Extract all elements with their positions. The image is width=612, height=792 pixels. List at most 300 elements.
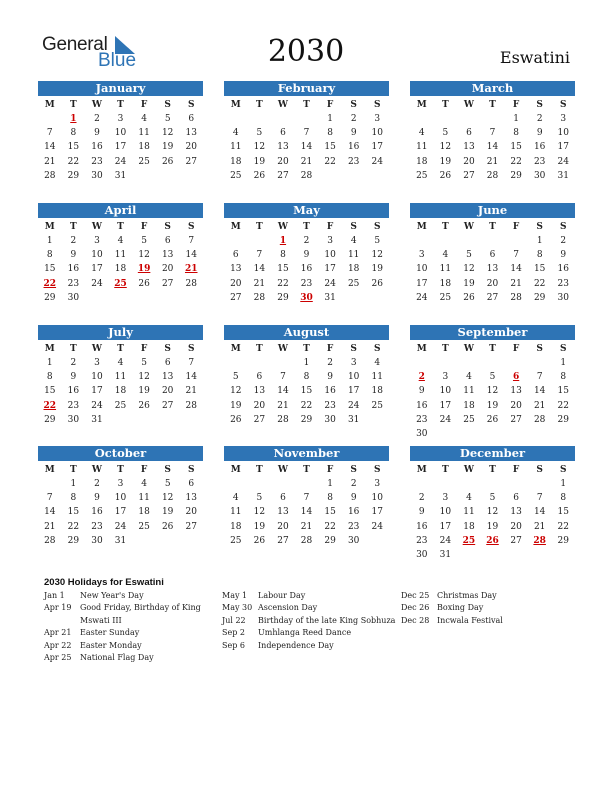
day-cell: 18 bbox=[138, 142, 150, 153]
day-cell: 10 bbox=[371, 493, 383, 504]
weekday-label: T bbox=[256, 465, 263, 475]
day-cell: 18 bbox=[463, 400, 475, 411]
week-row bbox=[410, 112, 575, 126]
week-row bbox=[410, 126, 575, 140]
day-cell: 9 bbox=[94, 493, 100, 504]
holiday-day-cell: 28 bbox=[533, 535, 546, 546]
day-cell: 13 bbox=[230, 264, 242, 275]
month-september bbox=[410, 325, 575, 441]
empty-day-cell bbox=[410, 477, 434, 491]
weekday-label: F bbox=[512, 100, 520, 110]
week-row bbox=[38, 169, 203, 183]
day-cell: 18 bbox=[416, 156, 428, 167]
empty-day-cell bbox=[504, 477, 528, 491]
holiday-day-cell: 1 bbox=[279, 236, 287, 246]
day-cell: 7 bbox=[188, 236, 195, 246]
day-cell: 27 bbox=[277, 170, 289, 181]
holiday-day-cell: 30 bbox=[300, 292, 313, 303]
day-cell: 26 bbox=[138, 400, 150, 411]
day-cell: 25 bbox=[416, 170, 428, 181]
day-cell: 22 bbox=[300, 400, 313, 411]
empty-day-cell bbox=[504, 234, 528, 248]
week-row bbox=[224, 277, 389, 291]
day-cell: 17 bbox=[324, 264, 336, 275]
day-cell: 12 bbox=[371, 250, 383, 261]
weekday-label: S bbox=[164, 465, 171, 475]
week-row bbox=[410, 370, 575, 384]
day-cell: 24 bbox=[416, 292, 428, 303]
day-cell: 18 bbox=[114, 264, 127, 275]
day-cell: 24 bbox=[91, 400, 103, 411]
day-cell: 11 bbox=[347, 250, 360, 261]
day-cell: 6 bbox=[164, 358, 171, 368]
weekday-label: M bbox=[230, 344, 241, 354]
weekday-label: S bbox=[164, 100, 171, 110]
empty-day-cell bbox=[481, 548, 505, 562]
empty-day-cell bbox=[434, 427, 458, 441]
day-cell: 10 bbox=[557, 128, 569, 139]
week-row bbox=[410, 427, 575, 441]
day-cell: 30 bbox=[557, 292, 569, 303]
day-cell: 14 bbox=[533, 507, 546, 518]
holiday-date: May 1 bbox=[222, 591, 248, 600]
day-cell: 5 bbox=[374, 236, 381, 246]
weekday-label: T bbox=[256, 344, 263, 354]
weekday-label: M bbox=[416, 100, 427, 110]
weekday-label: S bbox=[560, 100, 567, 110]
weekday-label: T bbox=[70, 222, 77, 232]
day-cell: 7 bbox=[489, 128, 496, 139]
day-cell: 25 bbox=[138, 156, 150, 167]
day-cell: 11 bbox=[463, 386, 475, 397]
week-row bbox=[224, 155, 389, 169]
weekday-label: T bbox=[442, 100, 449, 110]
day-cell: 15 bbox=[533, 264, 546, 275]
empty-day-cell bbox=[551, 427, 575, 441]
weekday-label: T bbox=[442, 344, 449, 354]
month-june bbox=[410, 203, 575, 305]
day-cell: 10 bbox=[439, 386, 452, 397]
day-cell: 2 bbox=[303, 236, 310, 246]
week-row bbox=[224, 477, 389, 491]
day-cell: 29 bbox=[324, 535, 336, 546]
weekday-label: S bbox=[164, 344, 171, 354]
day-cell: 17 bbox=[371, 507, 383, 518]
holiday-name: Christmas Day bbox=[437, 591, 497, 600]
day-cell: 17 bbox=[439, 400, 452, 411]
day-cell: 25 bbox=[463, 414, 475, 425]
empty-day-cell bbox=[481, 112, 505, 126]
day-cell: 30 bbox=[416, 428, 428, 439]
day-cell: 13 bbox=[277, 507, 289, 518]
empty-day-cell bbox=[365, 291, 389, 305]
day-cell: 10 bbox=[371, 128, 383, 139]
weekday-header-row bbox=[410, 98, 575, 112]
day-cell: 24 bbox=[324, 278, 336, 289]
empty-day-cell bbox=[528, 356, 552, 370]
day-cell: 17 bbox=[114, 507, 127, 518]
empty-day-cell bbox=[295, 477, 319, 491]
day-cell: 4 bbox=[466, 493, 472, 504]
day-cell: 24 bbox=[439, 535, 452, 546]
day-cell: 14 bbox=[253, 264, 266, 275]
day-cell: 5 bbox=[256, 493, 263, 504]
day-cell: 18 bbox=[230, 521, 242, 532]
day-cell: 3 bbox=[374, 479, 381, 489]
empty-day-cell bbox=[109, 413, 133, 427]
day-cell: 4 bbox=[117, 236, 124, 246]
weekday-header-row bbox=[224, 98, 389, 112]
empty-day-cell bbox=[457, 356, 481, 370]
holiday-day-cell: 25 bbox=[462, 535, 476, 546]
weekday-label: S bbox=[188, 344, 195, 354]
day-cell: 14 bbox=[486, 142, 499, 153]
month-march bbox=[410, 81, 575, 183]
day-cell: 21 bbox=[44, 521, 56, 532]
day-cell: 22 bbox=[67, 521, 80, 532]
day-cell: 28 bbox=[44, 535, 56, 546]
weekday-label: S bbox=[536, 222, 543, 232]
empty-day-cell bbox=[481, 477, 505, 491]
week-row bbox=[410, 140, 575, 154]
day-cell: 2 bbox=[70, 358, 77, 368]
day-cell: 24 bbox=[91, 278, 103, 289]
weekday-label: S bbox=[350, 100, 357, 110]
month-header: July bbox=[38, 325, 203, 340]
day-cell: 31 bbox=[557, 170, 569, 181]
holiday-name: Incwala Festival bbox=[437, 615, 503, 625]
weekday-label: S bbox=[188, 100, 195, 110]
day-cell: 15 bbox=[277, 264, 289, 275]
day-cell: 1 bbox=[46, 236, 53, 246]
day-cell: 2 bbox=[536, 114, 543, 124]
day-cell: 2 bbox=[350, 479, 357, 489]
day-cell: 26 bbox=[253, 170, 266, 181]
empty-day-cell bbox=[434, 234, 458, 248]
empty-day-cell bbox=[365, 169, 389, 183]
weekday-header-row bbox=[38, 342, 203, 356]
month-october bbox=[38, 446, 203, 548]
day-cell: 2 bbox=[94, 479, 100, 489]
day-cell: 5 bbox=[141, 236, 147, 246]
month-header: October bbox=[38, 446, 203, 461]
month-header: February bbox=[224, 81, 389, 96]
day-cell: 11 bbox=[230, 142, 242, 153]
day-cell: 2 bbox=[560, 236, 567, 246]
empty-day-cell bbox=[481, 427, 505, 441]
day-cell: 23 bbox=[347, 521, 360, 532]
day-cell: 21 bbox=[533, 400, 546, 411]
day-cell: 31 bbox=[324, 292, 336, 303]
week-row bbox=[38, 155, 203, 169]
day-cell: 27 bbox=[253, 414, 266, 425]
day-cell: 15 bbox=[44, 264, 56, 275]
day-cell: 1 bbox=[536, 236, 543, 246]
weekday-label: M bbox=[44, 465, 55, 475]
day-cell: 19 bbox=[371, 264, 383, 275]
day-cell: 4 bbox=[232, 128, 239, 139]
day-cell: 9 bbox=[418, 386, 425, 397]
day-cell: 18 bbox=[439, 278, 452, 289]
day-cell: 19 bbox=[486, 521, 499, 532]
day-cell: 18 bbox=[230, 156, 242, 167]
holiday-list-item bbox=[222, 615, 395, 627]
day-cell: 3 bbox=[350, 358, 357, 368]
day-cell: 10 bbox=[324, 250, 336, 261]
day-cell: 9 bbox=[303, 250, 310, 261]
day-cell: 16 bbox=[347, 142, 360, 153]
week-row bbox=[224, 356, 389, 370]
week-row bbox=[38, 384, 203, 398]
weekday-header-row bbox=[410, 342, 575, 356]
weekday-label: F bbox=[140, 465, 148, 475]
week-row bbox=[224, 248, 389, 262]
weekday-header-row bbox=[224, 342, 389, 356]
day-cell: 1 bbox=[560, 479, 567, 489]
empty-day-cell bbox=[342, 169, 366, 183]
empty-day-cell bbox=[248, 234, 272, 248]
day-cell: 28 bbox=[533, 414, 546, 425]
day-cell: 12 bbox=[161, 493, 174, 504]
day-cell: 19 bbox=[439, 156, 452, 167]
day-cell: 3 bbox=[442, 493, 449, 504]
day-cell: 20 bbox=[185, 142, 197, 153]
day-cell: 3 bbox=[374, 114, 381, 124]
day-cell: 9 bbox=[418, 507, 425, 518]
holiday-name: Good Friday, Birthday of King bbox=[80, 603, 201, 613]
holiday-list-item bbox=[401, 615, 503, 627]
empty-day-cell bbox=[365, 534, 389, 548]
week-row bbox=[38, 126, 203, 140]
day-cell: 5 bbox=[164, 114, 171, 124]
holiday-column-2 bbox=[222, 590, 395, 652]
weekday-label: W bbox=[463, 100, 474, 110]
day-cell: 8 bbox=[303, 372, 310, 383]
week-row bbox=[38, 520, 203, 534]
day-cell: 26 bbox=[161, 156, 174, 167]
day-cell: 29 bbox=[44, 414, 56, 425]
weekday-label: T bbox=[303, 344, 310, 354]
empty-day-cell bbox=[318, 169, 342, 183]
weekday-header-row bbox=[224, 220, 389, 234]
day-cell: 4 bbox=[141, 479, 147, 489]
day-cell: 28 bbox=[185, 278, 197, 289]
holiday-list-item bbox=[222, 627, 395, 639]
day-cell: 21 bbox=[185, 386, 197, 397]
day-cell: 6 bbox=[280, 128, 286, 139]
empty-day-cell bbox=[224, 112, 248, 126]
week-row bbox=[38, 140, 203, 154]
day-cell: 25 bbox=[347, 278, 360, 289]
day-cell: 11 bbox=[114, 250, 127, 261]
day-cell: 13 bbox=[161, 372, 174, 383]
day-cell: 8 bbox=[560, 372, 567, 383]
day-cell: 6 bbox=[188, 114, 195, 124]
day-cell: 10 bbox=[114, 128, 127, 139]
day-cell: 23 bbox=[557, 278, 569, 289]
day-cell: 31 bbox=[114, 535, 127, 546]
day-cell: 13 bbox=[253, 386, 266, 397]
holiday-list-item bbox=[222, 602, 395, 614]
day-cell: 24 bbox=[439, 414, 452, 425]
holiday-name: New Year's Day bbox=[80, 591, 144, 600]
weekday-label: T bbox=[303, 465, 310, 475]
day-cell: 21 bbox=[300, 156, 313, 167]
week-row bbox=[410, 234, 575, 248]
week-row bbox=[38, 112, 203, 126]
week-row bbox=[224, 399, 389, 413]
day-cell: 16 bbox=[416, 400, 428, 411]
day-cell: 1 bbox=[560, 358, 567, 368]
day-cell: 30 bbox=[91, 170, 103, 181]
day-cell: 10 bbox=[416, 264, 428, 275]
day-cell: 1 bbox=[303, 358, 310, 368]
day-cell: 3 bbox=[117, 114, 124, 124]
day-cell: 15 bbox=[324, 507, 336, 518]
day-cell: 7 bbox=[46, 128, 53, 139]
weekday-label: F bbox=[512, 344, 520, 354]
day-cell: 1 bbox=[46, 358, 53, 368]
day-cell: 10 bbox=[347, 372, 360, 383]
day-cell: 1 bbox=[327, 479, 333, 489]
day-cell: 8 bbox=[70, 493, 77, 504]
day-cell: 29 bbox=[557, 414, 569, 425]
day-cell: 3 bbox=[117, 479, 124, 489]
day-cell: 11 bbox=[138, 128, 150, 139]
weekday-label: T bbox=[489, 344, 496, 354]
week-row bbox=[224, 262, 389, 276]
weekday-label: M bbox=[230, 100, 241, 110]
week-row bbox=[38, 534, 203, 548]
day-cell: 20 bbox=[277, 156, 289, 167]
weekday-label: W bbox=[463, 344, 474, 354]
day-cell: 4 bbox=[418, 128, 425, 139]
month-february bbox=[224, 81, 389, 183]
day-cell: 29 bbox=[67, 170, 80, 181]
empty-day-cell bbox=[457, 234, 481, 248]
day-cell: 18 bbox=[138, 507, 150, 518]
empty-day-cell bbox=[504, 427, 528, 441]
weekday-label: W bbox=[91, 222, 102, 232]
day-cell: 12 bbox=[138, 250, 150, 261]
weekday-label: T bbox=[442, 465, 449, 475]
day-cell: 6 bbox=[256, 372, 263, 383]
day-cell: 16 bbox=[67, 264, 80, 275]
logo-word-blue: Blue bbox=[98, 50, 137, 71]
empty-day-cell bbox=[132, 169, 156, 183]
holiday-date: Sep 2 bbox=[222, 628, 245, 638]
day-cell: 11 bbox=[230, 507, 242, 518]
day-cell: 30 bbox=[324, 414, 336, 425]
weekday-label: F bbox=[326, 100, 334, 110]
weekday-label: M bbox=[44, 344, 55, 354]
day-cell: 3 bbox=[94, 236, 100, 246]
holiday-day-cell: 19 bbox=[137, 264, 151, 275]
day-cell: 13 bbox=[463, 142, 475, 153]
day-cell: 18 bbox=[114, 386, 127, 397]
day-cell: 20 bbox=[277, 521, 289, 532]
weekday-label: T bbox=[256, 222, 263, 232]
holiday-name: Easter Sunday bbox=[80, 628, 140, 638]
empty-day-cell bbox=[156, 534, 180, 548]
day-cell: 3 bbox=[442, 372, 449, 383]
day-cell: 12 bbox=[486, 386, 499, 397]
empty-day-cell bbox=[481, 234, 505, 248]
day-cell: 8 bbox=[46, 250, 53, 261]
week-row bbox=[38, 356, 203, 370]
day-cell: 13 bbox=[185, 128, 197, 139]
empty-day-cell bbox=[38, 112, 62, 126]
holiday-list-item bbox=[44, 640, 201, 652]
day-cell: 15 bbox=[67, 507, 80, 518]
day-cell: 27 bbox=[510, 535, 522, 546]
day-cell: 29 bbox=[277, 292, 289, 303]
day-cell: 12 bbox=[138, 372, 150, 383]
day-cell: 4 bbox=[350, 236, 357, 246]
day-cell: 24 bbox=[371, 521, 383, 532]
weekday-label: M bbox=[416, 465, 427, 475]
day-cell: 12 bbox=[253, 142, 266, 153]
day-cell: 19 bbox=[161, 507, 174, 518]
day-cell: 28 bbox=[277, 414, 289, 425]
day-cell: 12 bbox=[486, 507, 499, 518]
week-row bbox=[224, 505, 389, 519]
weekday-label: S bbox=[188, 222, 195, 232]
empty-day-cell bbox=[504, 548, 528, 562]
weekday-label: M bbox=[44, 100, 55, 110]
day-cell: 20 bbox=[161, 386, 174, 397]
day-cell: 26 bbox=[463, 292, 475, 303]
day-cell: 28 bbox=[44, 170, 56, 181]
day-cell: 6 bbox=[232, 250, 239, 261]
holiday-date: Apr 19 bbox=[44, 603, 72, 613]
week-row bbox=[38, 262, 203, 276]
day-cell: 19 bbox=[253, 156, 266, 167]
day-cell: 13 bbox=[277, 142, 289, 153]
weekday-label: S bbox=[560, 465, 567, 475]
day-cell: 12 bbox=[463, 264, 475, 275]
weekday-label: W bbox=[277, 222, 288, 232]
day-cell: 19 bbox=[253, 521, 266, 532]
day-cell: 20 bbox=[161, 264, 174, 275]
month-january bbox=[38, 81, 203, 183]
weekday-label: F bbox=[140, 344, 148, 354]
empty-day-cell bbox=[132, 413, 156, 427]
weekday-label: S bbox=[560, 222, 567, 232]
day-cell: 22 bbox=[277, 278, 289, 289]
holiday-column-3 bbox=[401, 590, 503, 627]
month-header: March bbox=[410, 81, 575, 96]
weekday-label: W bbox=[277, 100, 288, 110]
week-row bbox=[38, 291, 203, 305]
day-cell: 30 bbox=[347, 535, 360, 546]
holiday-date: May 30 bbox=[222, 603, 253, 613]
empty-day-cell bbox=[434, 477, 458, 491]
holiday-date: Dec 26 bbox=[401, 603, 430, 613]
week-row bbox=[38, 234, 203, 248]
holiday-list-item bbox=[44, 590, 201, 602]
day-cell: 13 bbox=[185, 493, 197, 504]
day-cell: 21 bbox=[533, 521, 546, 532]
day-cell: 26 bbox=[486, 414, 499, 425]
holiday-date: Apr 22 bbox=[44, 640, 72, 650]
holiday-date: Sep 6 bbox=[222, 640, 245, 650]
day-cell: 7 bbox=[303, 493, 310, 504]
day-cell: 16 bbox=[416, 521, 428, 532]
day-cell: 9 bbox=[70, 372, 77, 383]
day-cell: 31 bbox=[91, 414, 103, 425]
holiday-day-cell: 22 bbox=[43, 278, 57, 289]
